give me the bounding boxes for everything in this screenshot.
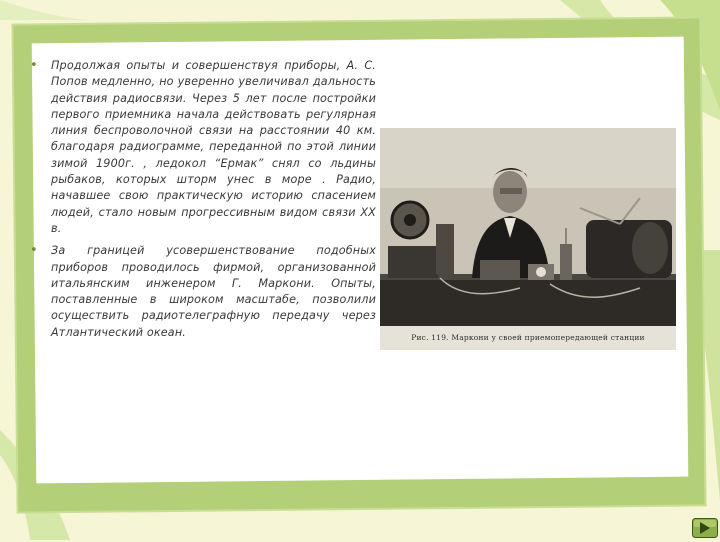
marconi-photo <box>380 128 676 350</box>
bullet-text-marconi: За границей усовершенствование подобных приборов проводилось фирмой, организованной итальянским инженером Г. Маркони. Опыты, поставленные в широком масштабе, позволили осуществить радиотелеграфную передачу через Атлантический океан. <box>51 244 376 339</box>
photo-caption: Рис. 119. Маркони у своей приемопередающей станции <box>380 326 676 350</box>
bullet-list <box>30 58 376 347</box>
next-slide-button[interactable] <box>692 518 718 538</box>
bullet-item-marconi <box>30 243 376 341</box>
bullet-text-popov: Продолжая опыты и совершенствуя приборы, А. С. Попов медленно, но уверенно увеличивал дальность действия радиосвязи. Через 5 лет после постройки первого приемника начала действовать регулярная линия беспроволочной связи на расстоянии 40 км. благодаря радиограмме, переданной по этой линии зимой 1900г. , ледокол “Ермак” снял со льдины рыбаков, которых шторм унес в море . Радио, начавшее свою практическую историю спасением людей, стало новым прогрессивным видом связи XX в. <box>51 59 376 235</box>
bullet-dot-icon: • <box>30 58 38 73</box>
bullet-item-popov <box>30 58 376 237</box>
arrow-right-icon <box>692 518 718 538</box>
bullet-dot-icon: • <box>30 243 38 259</box>
marconi-photo-illustration <box>380 128 676 326</box>
